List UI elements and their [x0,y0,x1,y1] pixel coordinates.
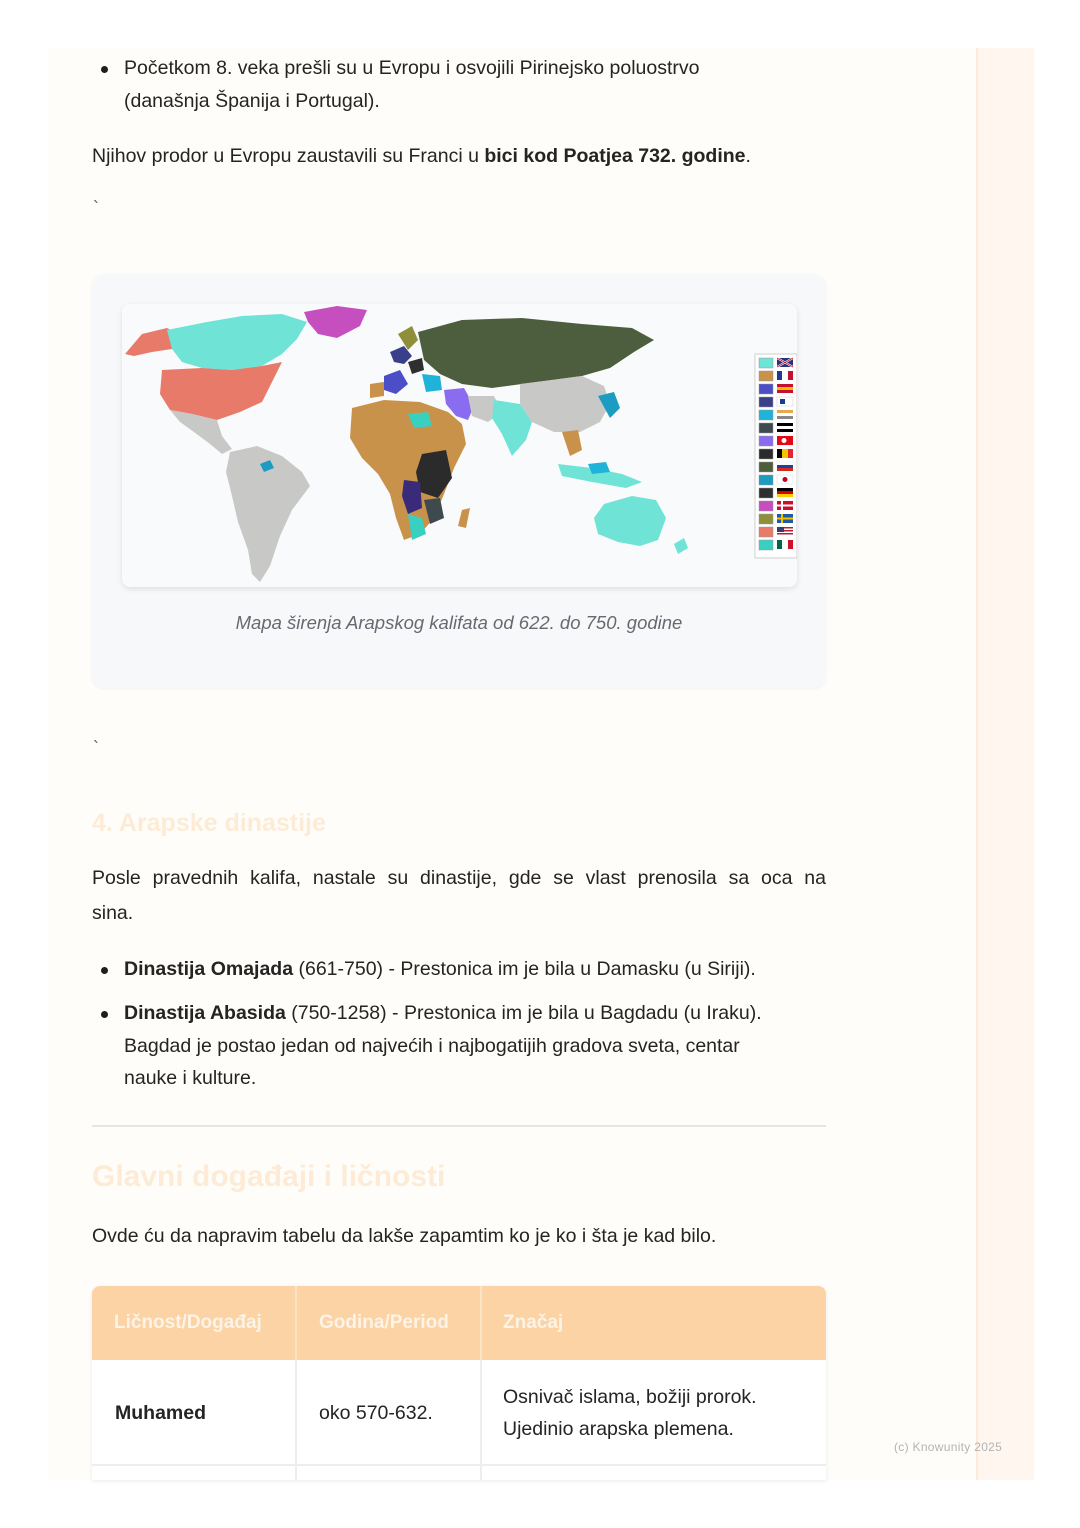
document-page [48,48,1032,1480]
stray-backtick: ` [93,198,99,218]
dynasties-intro-line1: Posle pravednih kalifa, nastale su dinastije, gde se vlast prenosila sa oca na [92,867,826,889]
world-map-illustration [122,304,797,587]
umayyad-bullet [124,953,756,986]
abbasid-name: Dinastija Abasida [124,1002,286,1024]
legend-swatch [759,410,773,420]
table-cell-significance-line1: Osnivač islama, božiji prorok. [503,1386,757,1408]
legend-swatch [759,488,773,498]
umayyad-desc: (661-750) - Prestonica im je bila u Damasku (u Siriji). [293,958,756,980]
map-caption: Mapa širenja Arapskog kalifata od 622. do 750. godine [235,612,683,633]
abbasid-bullet-line3: nauke i kulture. [124,1067,257,1089]
bullet-8th-century-line1: Početkom 8. veka prešli su u Evropu i osvojili Pirinejsko poluostrvo [124,57,700,79]
abbasid-bullet-line1 [124,997,762,1030]
section-heading-dynasties: 4. Arapske dinastije [92,809,326,837]
section-divider [92,1125,826,1127]
legend-swatch [759,475,773,485]
table-row-border [92,1464,826,1466]
poitiers-bold: bici kod Poatjea 732. godine [484,145,746,167]
legend-swatch [759,397,773,407]
legend-swatch [759,358,773,368]
table-header-row [92,1286,826,1360]
map-figure [92,274,826,688]
events-table [92,1286,826,1480]
map-image [122,304,797,587]
legend-swatch [759,436,773,446]
legend-swatch [759,371,773,381]
legend-swatch [759,501,773,511]
poitiers-text: Njihov prodor u Evropu zaustavili su Franci u [92,145,485,167]
column-separator [295,1360,297,1480]
main-events-intro: Ovde ću da napravim tabelu da lakše zapamtim ko je ko i šta je kad bilo. [92,1225,717,1247]
dynasties-intro-line2: sina. [92,902,134,924]
column-separator [480,1360,482,1480]
bullet-dot [101,967,108,974]
bullet-8th-century-line2: (današnja Španija i Portugal). [124,90,380,112]
section-heading-main-events: Glavni događaji i ličnosti [92,1160,446,1193]
legend-swatch [759,527,773,537]
poitiers-paragraph [92,140,751,173]
table-header-significance: Značaj [503,1312,564,1333]
legend-swatch [759,423,773,433]
legend-swatch [759,384,773,394]
table-cell-person: Muhamed [115,1402,207,1424]
umayyad-name: Dinastija Omajada [124,958,294,980]
table-cell-period: oko 570-632. [319,1402,433,1424]
legend-swatch [759,514,773,524]
stray-backtick: ` [93,738,99,758]
bullet-dot [101,66,108,73]
table-header-period: Godina/Period [319,1312,449,1333]
poitiers-end: . [745,145,751,167]
table-header-person: Ličnost/Događaj [114,1312,262,1333]
abbasid-desc: (750-1258) - Prestonica im je bila u Bagdadu (u Iraku). [285,1002,762,1024]
legend-swatch [759,540,773,550]
page-margin-strip [976,48,1034,1480]
map-legend [755,354,797,558]
legend-swatch [759,462,773,472]
abbasid-bullet-line2: Bagdad je postao jedan od najvećih i najbogatijih gradova sveta, centar [124,1035,740,1057]
bullet-dot [101,1011,108,1018]
copyright-notice: (c) Knowunity 2025 [894,1440,1003,1454]
table-cell-significance-line2: Ujedinio arapska plemena. [503,1418,734,1440]
legend-swatch [759,449,773,459]
